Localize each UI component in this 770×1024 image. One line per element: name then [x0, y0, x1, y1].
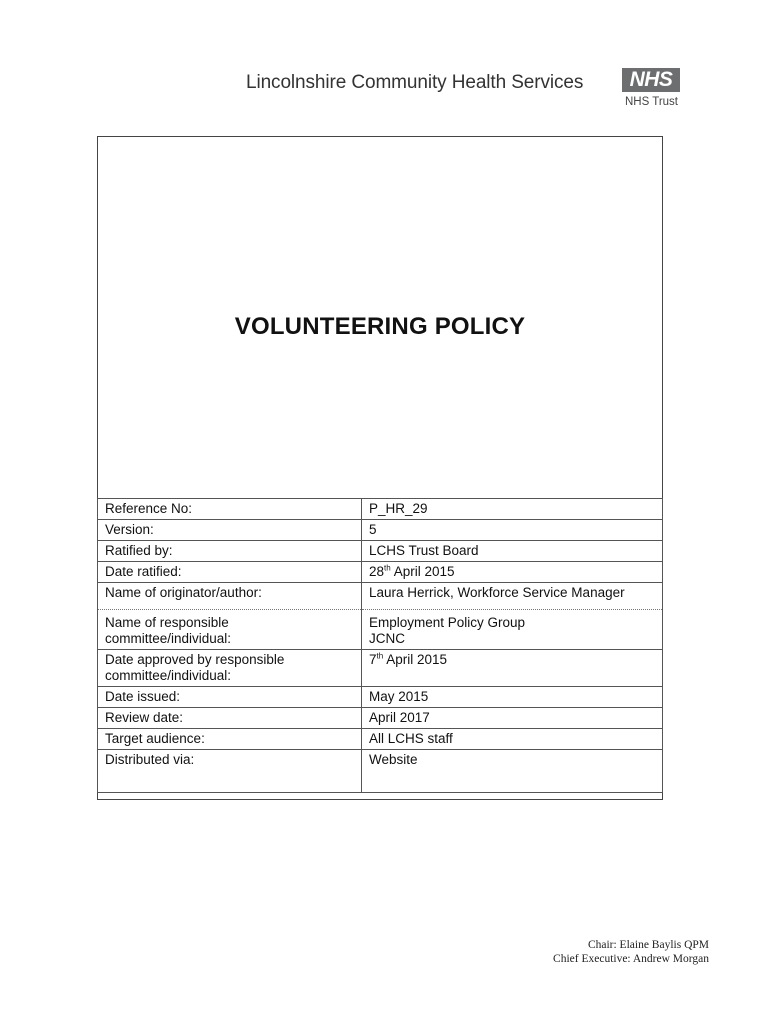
table-row — [98, 708, 663, 729]
page-footer — [553, 938, 709, 966]
date-day: 28 — [369, 564, 385, 579]
label-line: Date approved by responsible — [105, 652, 285, 667]
date-rest: April 2015 — [390, 564, 455, 579]
ordinal-suffix: th — [376, 651, 384, 661]
label-line: Name of responsible — [105, 615, 229, 630]
table-row — [98, 562, 663, 583]
organisation-name: Lincolnshire Community Health Services — [246, 72, 584, 93]
label-line: committee/individual: — [105, 631, 232, 646]
table-row — [98, 499, 663, 520]
table-row — [98, 583, 663, 610]
meta-label: Date issued: — [98, 687, 362, 708]
meta-value: 5 — [362, 520, 663, 541]
table-row — [98, 520, 663, 541]
value-line: Employment Policy Group — [369, 615, 526, 630]
table-row — [98, 750, 663, 793]
table-row — [98, 541, 663, 562]
chief-executive-line: Chief Executive: Andrew Morgan — [553, 953, 709, 965]
meta-label: Target audience: — [98, 729, 362, 750]
label-line: committee/individual: — [105, 668, 232, 683]
meta-label: Version: — [98, 520, 362, 541]
meta-value — [362, 610, 663, 650]
meta-label: Review date: — [98, 708, 362, 729]
date-rest: April 2015 — [383, 652, 447, 667]
document-title: VOLUNTEERING POLICY — [234, 313, 526, 340]
meta-value: P_HR_29 — [362, 499, 663, 520]
table-row — [98, 650, 663, 687]
meta-value: All LCHS staff — [362, 729, 663, 750]
meta-value: May 2015 — [362, 687, 663, 708]
policy-cover-box — [97, 136, 663, 800]
nhs-logo: NHS — [622, 68, 680, 92]
trust-name: NHS Trust — [624, 96, 678, 108]
meta-label — [98, 610, 362, 650]
meta-label: Date ratified: — [98, 562, 362, 583]
table-row — [98, 729, 663, 750]
meta-value: April 2017 — [362, 708, 663, 729]
meta-value: Website — [362, 750, 663, 793]
value-line: JCNC — [369, 631, 405, 646]
ordinal-suffix: th — [384, 563, 391, 573]
chair-line: Chair: Elaine Baylis QPM — [587, 939, 709, 951]
meta-label: Distributed via: — [98, 750, 362, 793]
meta-value — [362, 562, 663, 583]
table-row — [98, 687, 663, 708]
policy-metadata-table — [97, 498, 663, 793]
date-day: 7 — [369, 652, 377, 667]
meta-value: Laura Herrick, Workforce Service Manager — [362, 583, 663, 610]
meta-value: LCHS Trust Board — [362, 541, 663, 562]
meta-label: Ratified by: — [98, 541, 362, 562]
meta-value — [362, 650, 663, 687]
table-row — [98, 610, 663, 650]
meta-label: Name of originator/author: — [98, 583, 362, 610]
meta-label — [98, 650, 362, 687]
meta-label: Reference No: — [98, 499, 362, 520]
letterhead — [246, 68, 680, 112]
